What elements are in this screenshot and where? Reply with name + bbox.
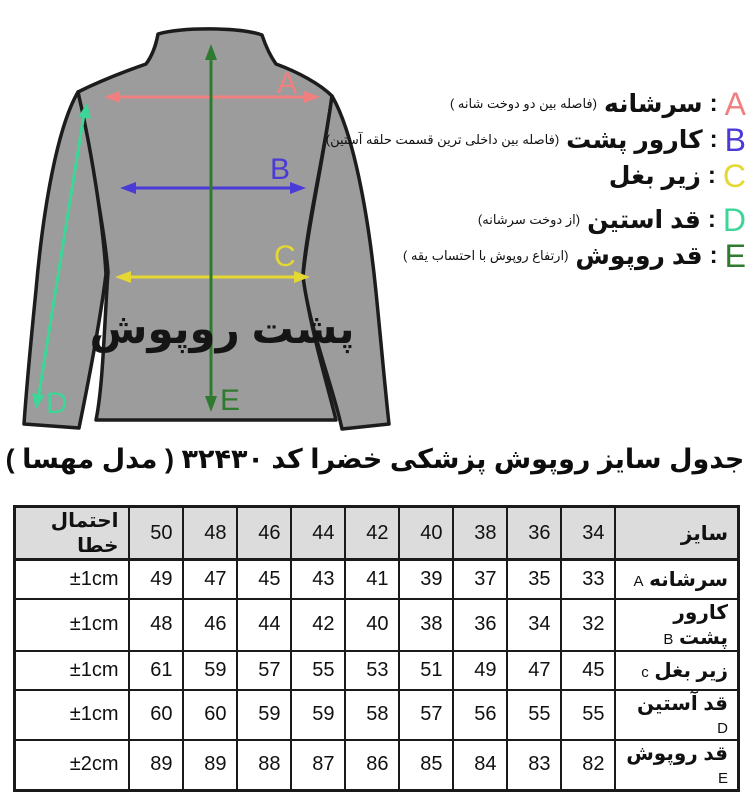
size-value-cell: 45 bbox=[237, 560, 291, 599]
table-header-row bbox=[15, 507, 739, 560]
diagram-letter-d: D bbox=[46, 387, 68, 420]
size-value-cell: 46 bbox=[183, 599, 237, 651]
legend-colon: : bbox=[709, 242, 718, 269]
size-value-cell: 37 bbox=[453, 560, 507, 599]
legend-term-a: سرشانه bbox=[603, 90, 703, 118]
size-value-cell: 59 bbox=[183, 651, 237, 690]
tolerance-cell: ±1cm bbox=[15, 690, 129, 740]
size-value-cell: 87 bbox=[291, 740, 345, 791]
table-header-cell: 38 bbox=[453, 507, 507, 560]
table-header-cell: 46 bbox=[237, 507, 291, 560]
row-label-cell: کارور پشت B bbox=[615, 599, 739, 651]
tolerance-cell: ±1cm bbox=[15, 560, 129, 599]
size-value-cell: 55 bbox=[561, 690, 615, 740]
legend-item-b bbox=[326, 122, 746, 158]
size-value-cell: 32 bbox=[561, 599, 615, 651]
size-value-cell: 35 bbox=[507, 560, 561, 599]
legend-letter-d: D bbox=[722, 202, 746, 238]
page-title: جدول سایز روپوش پزشکی خضرا کد ۳۲۴۳۰ ( مدل مهسا ) bbox=[5, 444, 745, 474]
size-value-cell: 60 bbox=[129, 690, 183, 740]
size-table bbox=[13, 505, 740, 792]
size-value-cell: 56 bbox=[453, 690, 507, 740]
legend-letter-b: B bbox=[724, 122, 746, 158]
size-value-cell: 45 bbox=[561, 651, 615, 690]
table-header-cell: 50 bbox=[129, 507, 183, 560]
size-value-cell: 82 bbox=[561, 740, 615, 791]
table-row bbox=[15, 690, 739, 740]
size-value-cell: 48 bbox=[129, 599, 183, 651]
size-value-cell: 49 bbox=[129, 560, 183, 599]
size-value-cell: 39 bbox=[399, 560, 453, 599]
size-value-cell: 89 bbox=[183, 740, 237, 791]
size-value-cell: 84 bbox=[453, 740, 507, 791]
table-header-cell: 34 bbox=[561, 507, 615, 560]
size-value-cell: 88 bbox=[237, 740, 291, 791]
legend-detail-b: (فاصله بین داخلی ترین قسمت حلقه آستین) bbox=[325, 132, 560, 147]
legend-colon: : bbox=[707, 206, 716, 233]
size-value-cell: 61 bbox=[129, 651, 183, 690]
table-header-cell: 42 bbox=[345, 507, 399, 560]
legend-term-c: زیر بغل bbox=[608, 162, 701, 190]
size-value-cell: 57 bbox=[237, 651, 291, 690]
diagram-letter-a: A bbox=[277, 67, 298, 100]
coat-back-label: پشت روپوش bbox=[89, 305, 355, 352]
size-value-cell: 58 bbox=[345, 690, 399, 740]
legend-detail-d: (از دوخت سرشانه) bbox=[477, 212, 581, 227]
legend-colon: : bbox=[709, 90, 718, 117]
table-row bbox=[15, 740, 739, 791]
legend-item-e bbox=[326, 238, 746, 274]
size-table-body bbox=[15, 560, 739, 791]
legend-letter-e: E bbox=[724, 238, 746, 274]
table-header-cell: 44 bbox=[291, 507, 345, 560]
legend-letter-c: C bbox=[722, 158, 746, 194]
size-value-cell: 38 bbox=[399, 599, 453, 651]
row-label-cell: زیر بغل c bbox=[615, 651, 739, 690]
legend-term-d: قد استین bbox=[587, 206, 701, 234]
size-value-cell: 47 bbox=[507, 651, 561, 690]
size-value-cell: 55 bbox=[291, 651, 345, 690]
table-header-cell: 48 bbox=[183, 507, 237, 560]
size-value-cell: 89 bbox=[129, 740, 183, 791]
table-row bbox=[15, 651, 739, 690]
size-value-cell: 53 bbox=[345, 651, 399, 690]
size-value-cell: 40 bbox=[345, 599, 399, 651]
legend-item-a bbox=[326, 86, 746, 122]
table-row bbox=[15, 599, 739, 651]
size-value-cell: 55 bbox=[507, 690, 561, 740]
size-value-cell: 57 bbox=[399, 690, 453, 740]
table-row bbox=[15, 560, 739, 599]
size-value-cell: 47 bbox=[183, 560, 237, 599]
size-value-cell: 34 bbox=[507, 599, 561, 651]
size-value-cell: 49 bbox=[453, 651, 507, 690]
size-value-cell: 43 bbox=[291, 560, 345, 599]
size-value-cell: 85 bbox=[399, 740, 453, 791]
size-value-cell: 59 bbox=[237, 690, 291, 740]
legend-term-b: کارور پشت bbox=[566, 126, 703, 154]
size-value-cell: 33 bbox=[561, 560, 615, 599]
size-value-cell: 42 bbox=[291, 599, 345, 651]
legend-detail-a: (فاصله بین دو دوخت شانه ) bbox=[449, 96, 597, 111]
size-value-cell: 86 bbox=[345, 740, 399, 791]
measurement-legend bbox=[326, 86, 746, 274]
size-value-cell: 41 bbox=[345, 560, 399, 599]
legend-item-c bbox=[326, 158, 746, 194]
size-value-cell: 60 bbox=[183, 690, 237, 740]
size-value-cell: 51 bbox=[399, 651, 453, 690]
size-value-cell: 44 bbox=[237, 599, 291, 651]
table-header-cell: احتمال خطا bbox=[15, 507, 129, 560]
diagram-letter-c: C bbox=[274, 240, 296, 273]
table-header-cell: 36 bbox=[507, 507, 561, 560]
coat-body bbox=[78, 29, 336, 420]
tolerance-cell: ±1cm bbox=[15, 651, 129, 690]
legend-colon: : bbox=[709, 126, 718, 153]
size-value-cell: 59 bbox=[291, 690, 345, 740]
diagram-letter-e: E bbox=[220, 384, 241, 417]
table-header-cell: 40 bbox=[399, 507, 453, 560]
legend-colon: : bbox=[707, 162, 716, 189]
legend-detail-e: (ارتفاع روپوش با احتساب یقه ) bbox=[403, 248, 569, 263]
size-value-cell: 83 bbox=[507, 740, 561, 791]
row-label-cell: سرشانه A bbox=[615, 560, 739, 599]
size-value-cell: 36 bbox=[453, 599, 507, 651]
row-label-cell: قد روپوش E bbox=[615, 740, 739, 791]
table-header-cell: سایز bbox=[615, 507, 739, 560]
legend-letter-a: A bbox=[724, 86, 746, 122]
legend-item-d bbox=[326, 202, 746, 238]
tolerance-cell: ±2cm bbox=[15, 740, 129, 791]
legend-term-e: قد روپوش bbox=[575, 242, 703, 270]
tolerance-cell: ±1cm bbox=[15, 599, 129, 651]
row-label-cell: قد آستین D bbox=[615, 690, 739, 740]
diagram-letter-b: B bbox=[270, 153, 291, 186]
